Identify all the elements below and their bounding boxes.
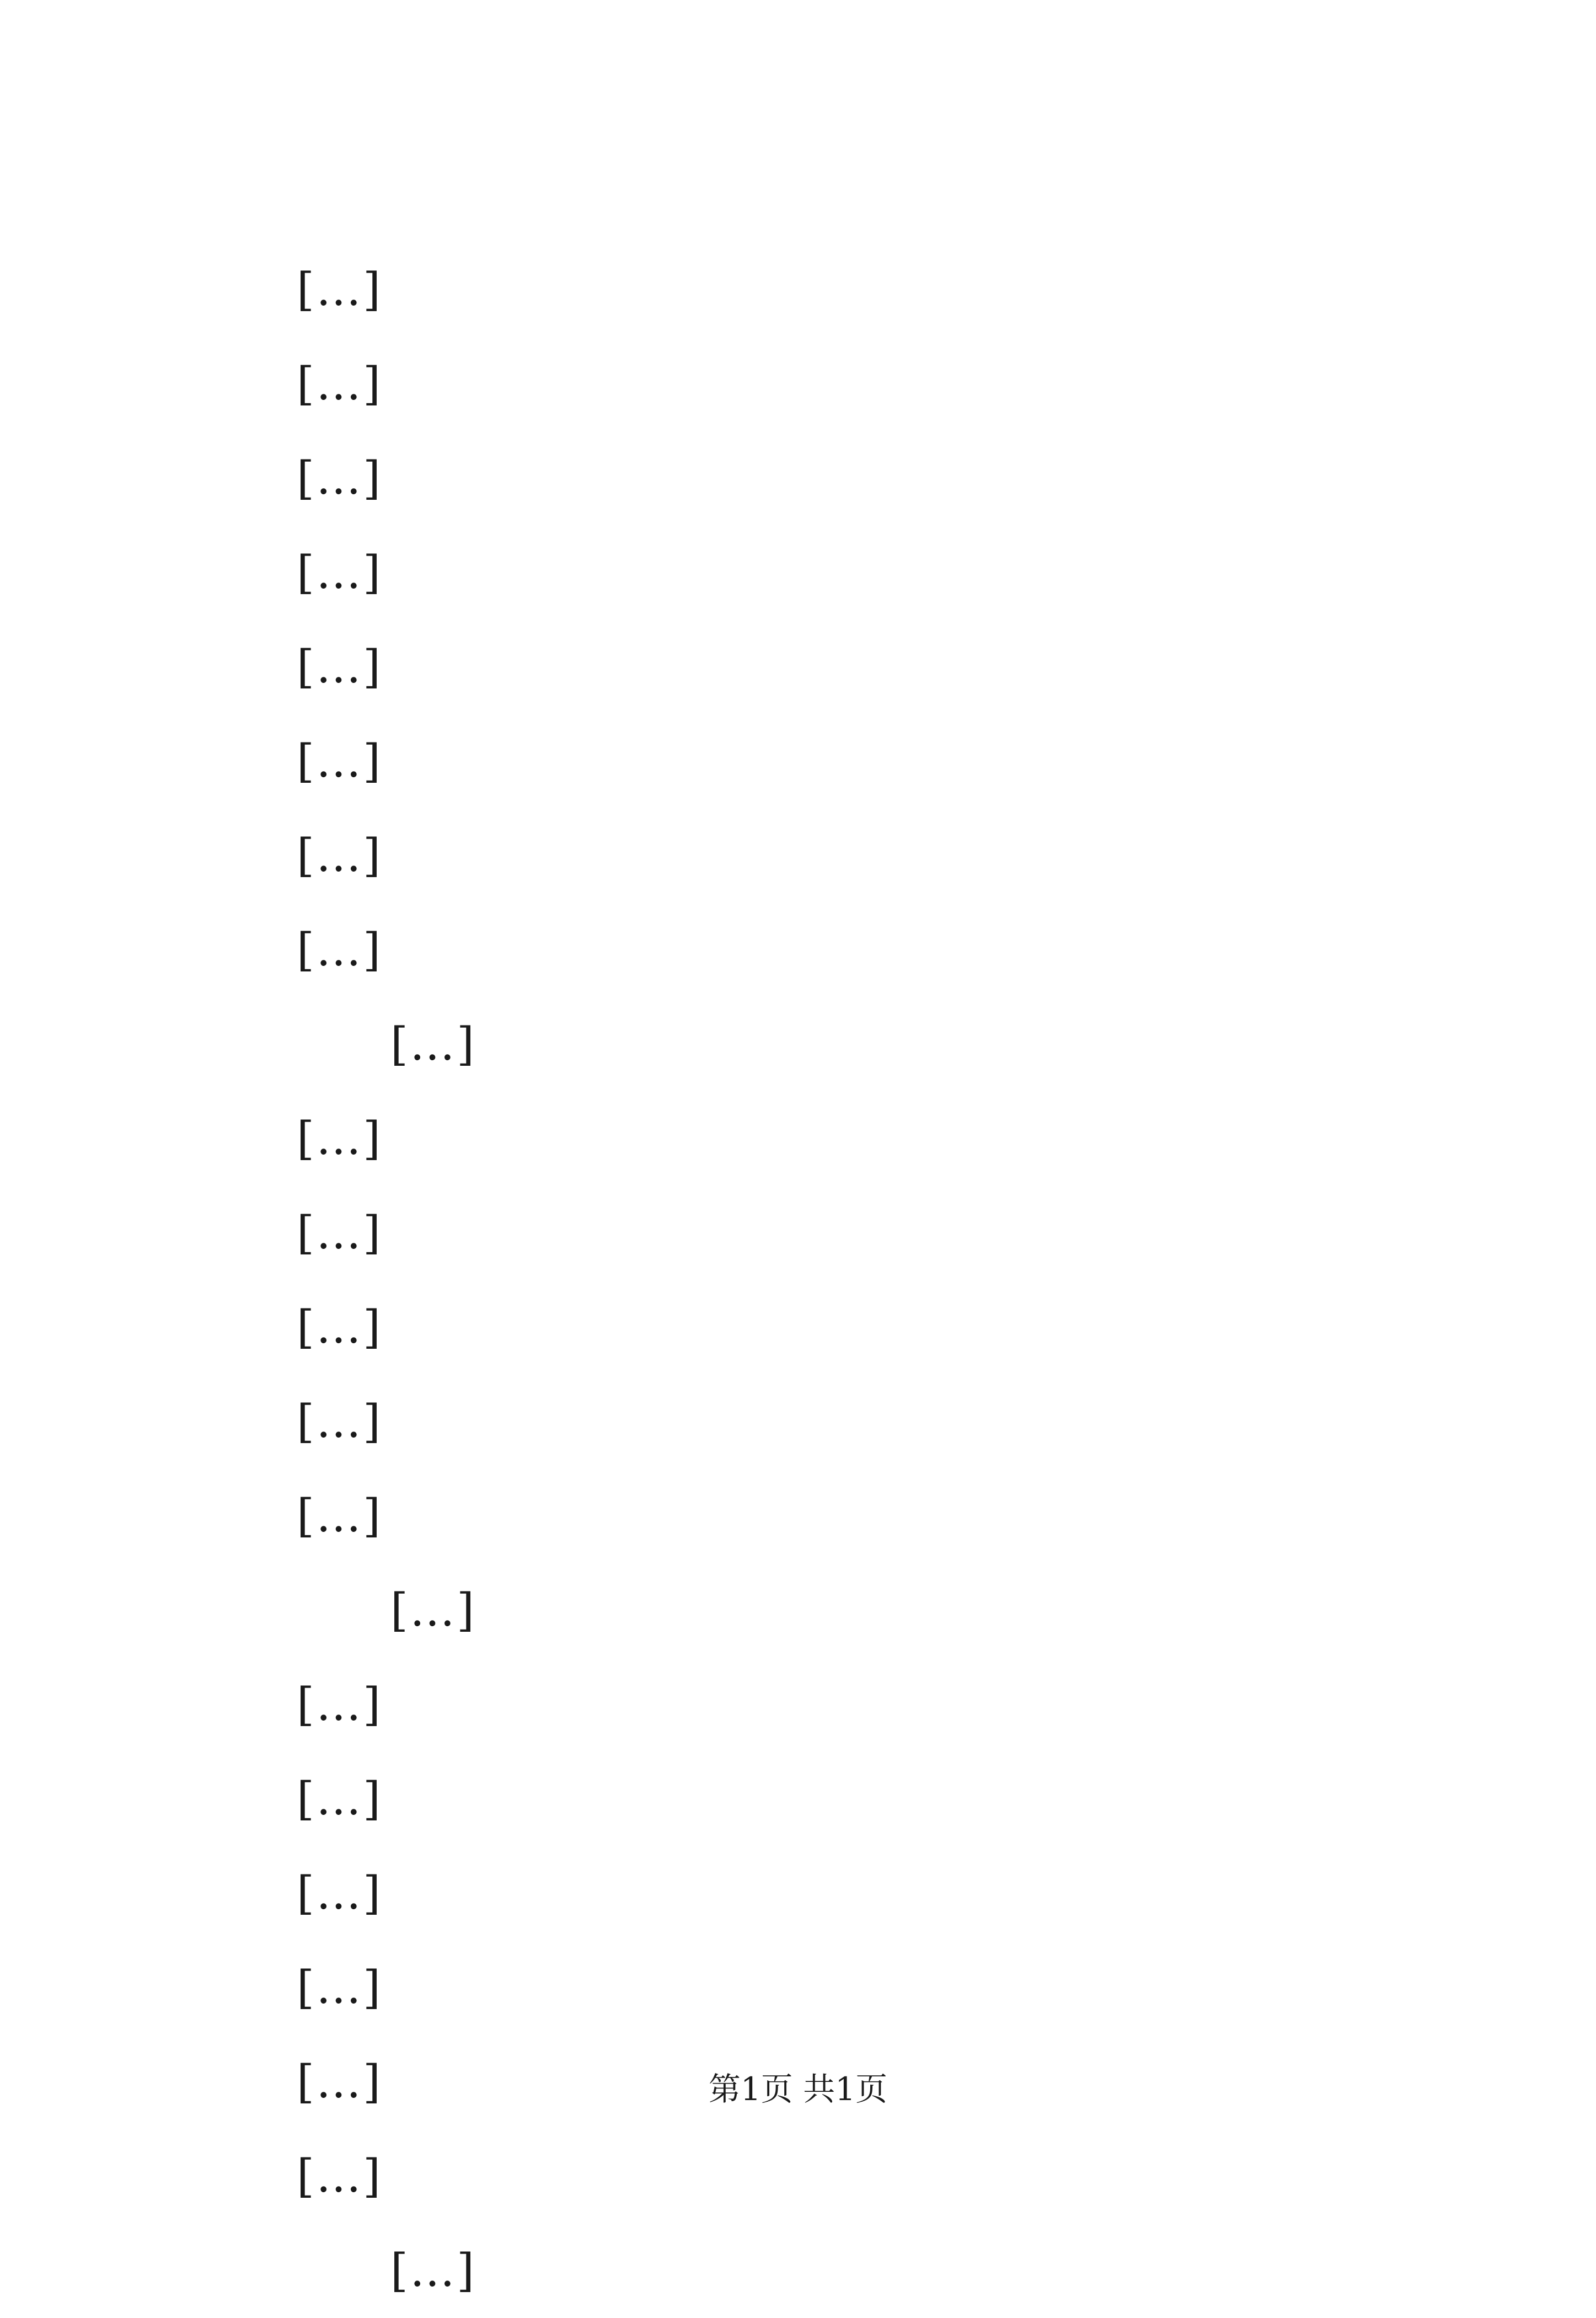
text-line: […] (297, 1207, 382, 1259)
page-footer: 第1页 共1页 (708, 2070, 888, 2108)
text-line: […] (297, 1679, 382, 1731)
paragraph (297, 1563, 1394, 2224)
text-line: […] (297, 1396, 382, 1448)
document-body (297, 243, 1394, 2318)
text-line: […] (297, 641, 382, 693)
paragraph (297, 243, 1394, 997)
text-line: […] (297, 547, 382, 599)
text-line: […] (390, 1584, 476, 1637)
text-line: […] (297, 1113, 382, 1165)
text-line: […] (297, 1962, 382, 2014)
text-line: […] (297, 924, 382, 976)
text-line: […] (297, 1773, 382, 1825)
text-line: […] (297, 735, 382, 788)
text-line: […] (390, 2245, 476, 2297)
text-line: […] (297, 264, 382, 316)
text-line: […] (297, 358, 382, 410)
paragraph (297, 997, 1394, 1563)
paragraph (297, 2224, 1394, 2318)
text-line: […] (297, 2150, 382, 2203)
text-line: […] (297, 830, 382, 882)
text-line: […] (297, 2056, 382, 2108)
text-line: […] (297, 1490, 382, 1542)
text-line: […] (297, 1301, 382, 1354)
text-line: […] (297, 1867, 382, 1920)
text-line: […] (390, 1018, 476, 1071)
text-line: […] (297, 452, 382, 505)
